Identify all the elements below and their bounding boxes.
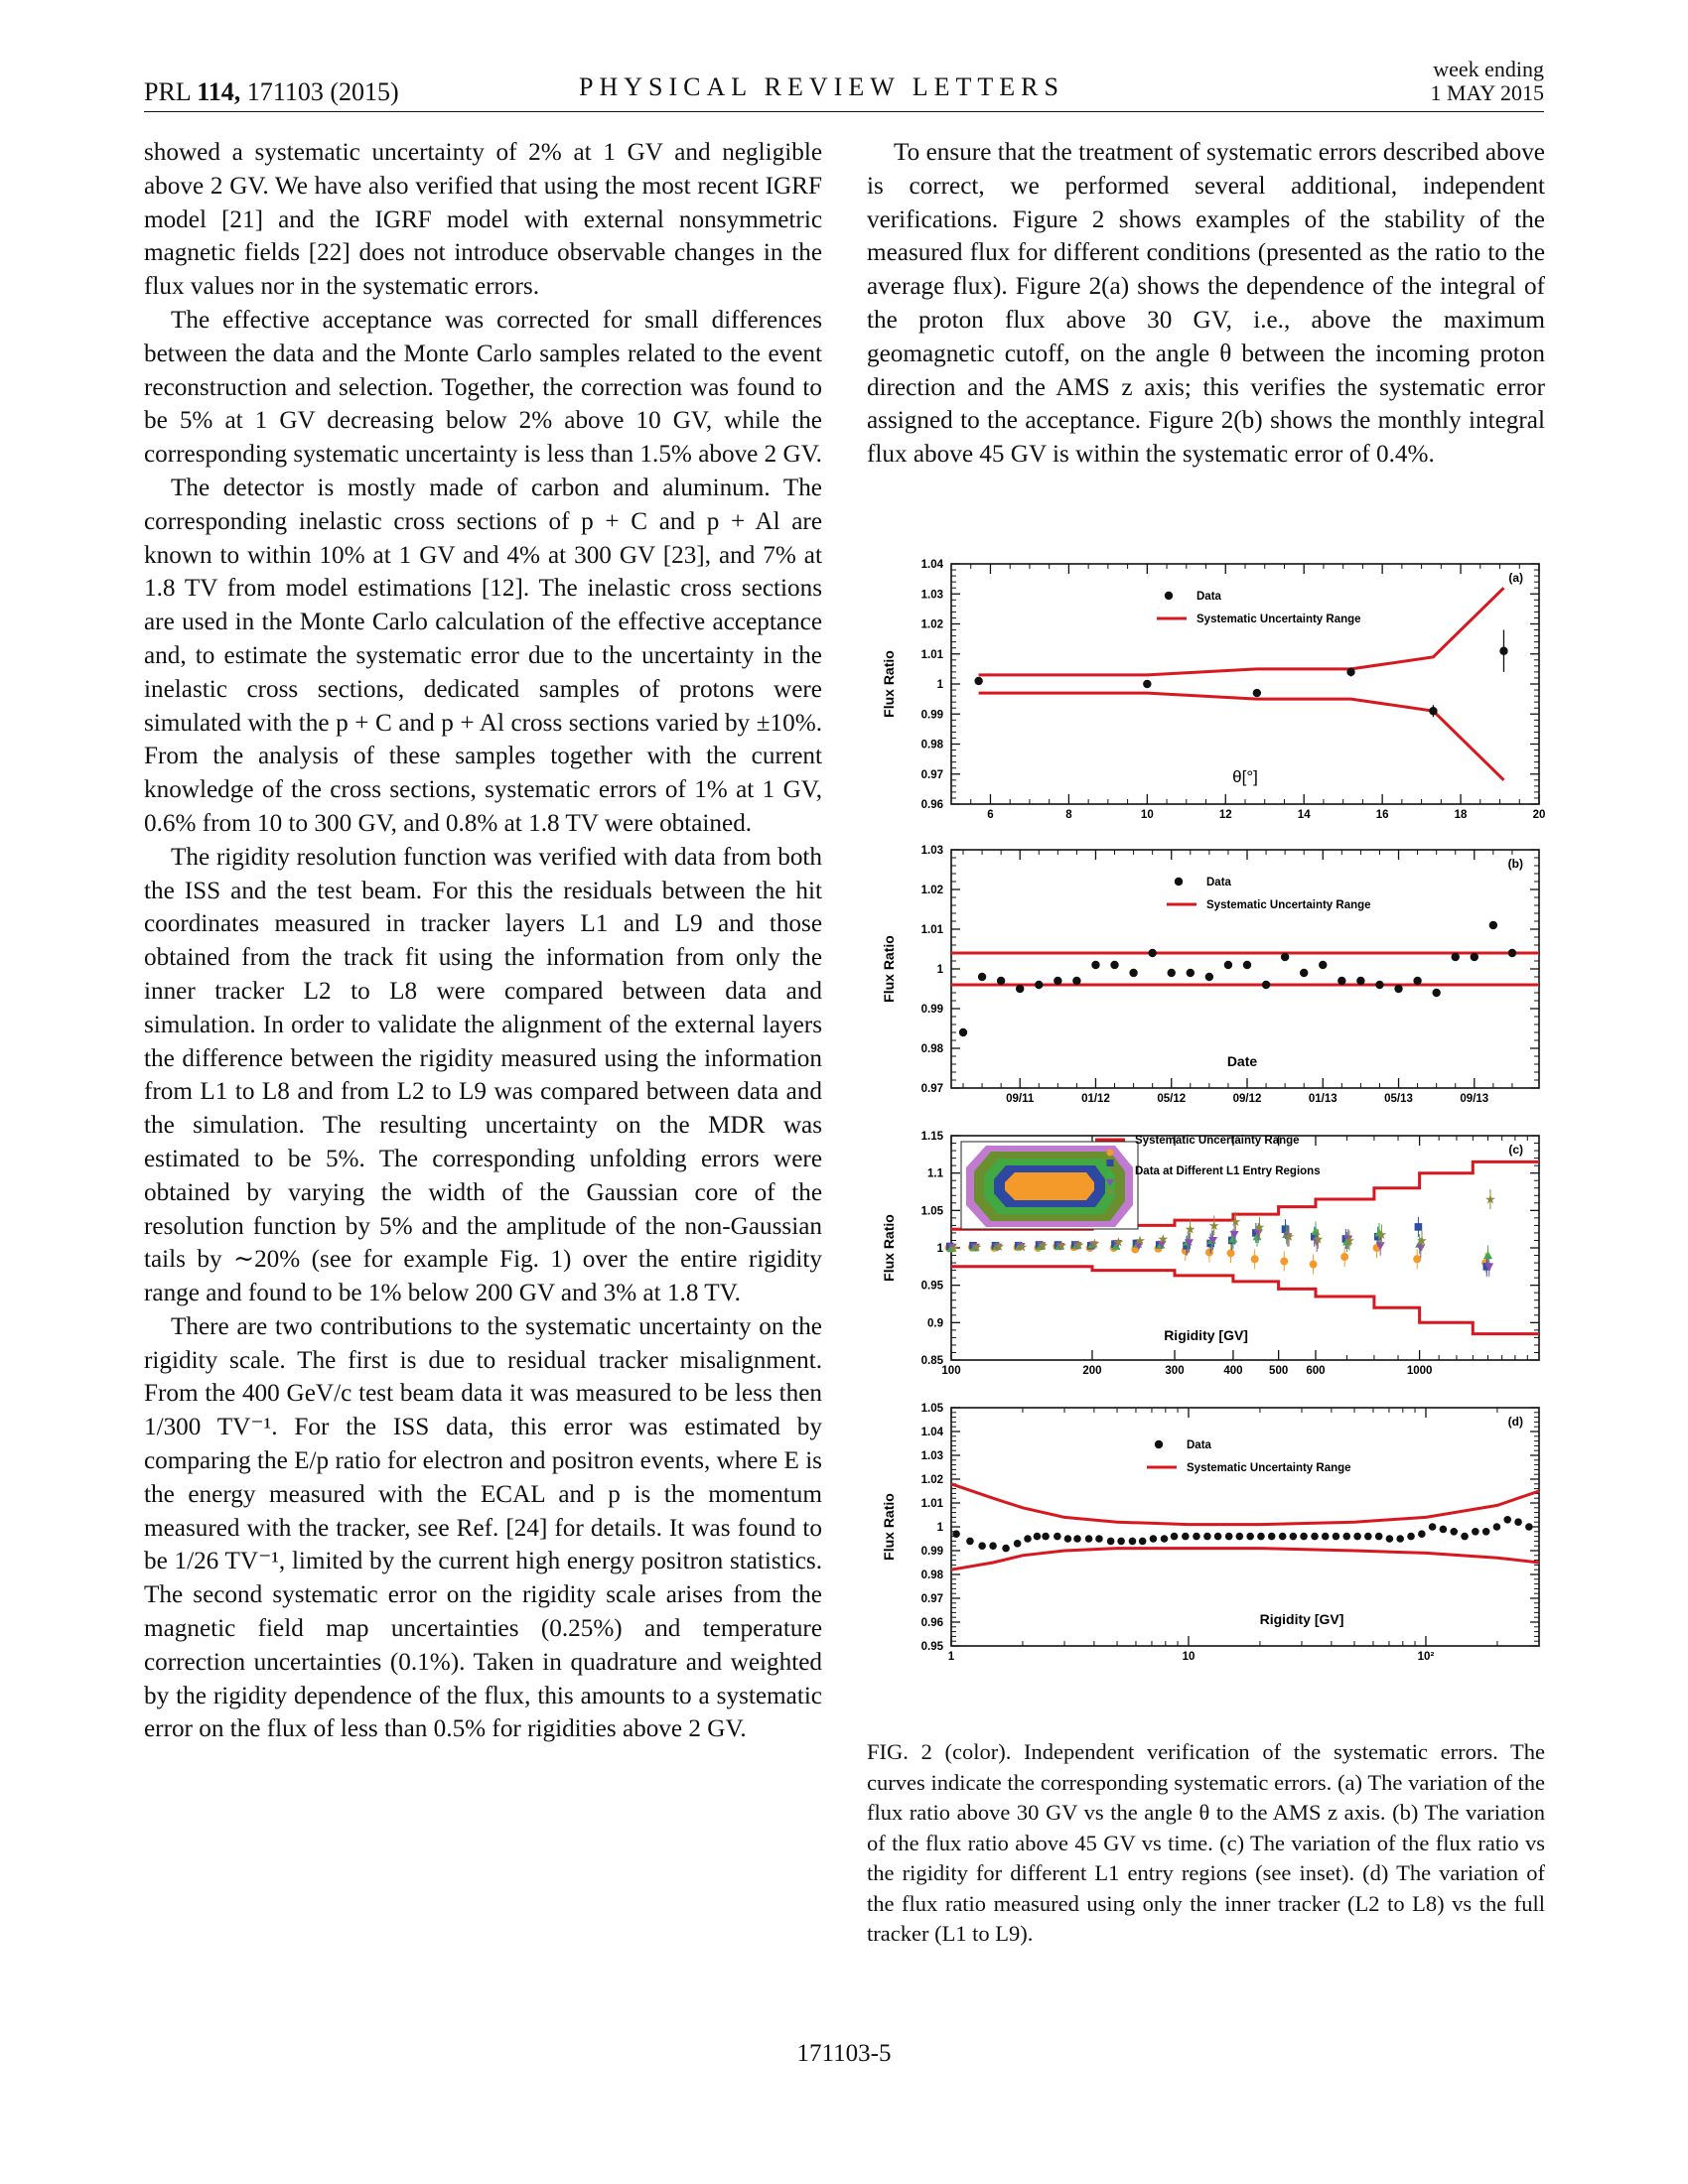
data-point [1224, 961, 1232, 969]
legend-data-label: Data [1196, 591, 1221, 603]
panel-label: (d) [1507, 1415, 1523, 1429]
data-point [1225, 1533, 1233, 1541]
band-upper-line [951, 1484, 1539, 1525]
data-point [1161, 1535, 1169, 1543]
data-point-olive-star: ★ [1037, 1238, 1049, 1254]
y-tick-label: 0.95 [920, 1280, 943, 1293]
y-tick-label: 1.01 [920, 648, 943, 661]
x-tick-label: 09/13 [1460, 1093, 1489, 1105]
data-point [1214, 1533, 1222, 1541]
data-point [1472, 1528, 1479, 1536]
y-tick-label: 0.97 [920, 1593, 943, 1605]
data-point [1035, 981, 1043, 989]
data-point [1236, 1533, 1244, 1541]
paragraph: The detector is mostly made of carbon and aluminum. The corresponding inelastic cross sections of p + C and p + Al are known to within 10% at 1 GV and 4% at 300 GV [23], and 7% at 1.8 TV from model estimations [12]. The inelastic cross sections are used in the Monte Carlo calculation of the effective acceptance and, to estimate the systematic error due to the uncertainty in the inelastic cross sections, dedicated samples of protons were simulated with the p + C and p + Al cross sections varied by ±10%. From the analysis of these samples together with the current knowledge of the cross sections, systematic errors of 1% at 1 GV, 0.6% from 10 to 300 GV, and 0.8% at 1.8 TV were obtained. [144, 474, 822, 837]
data-point [1290, 1533, 1298, 1541]
x-tick-label: 09/11 [1006, 1093, 1035, 1105]
panel-label: (c) [1508, 1143, 1523, 1157]
paragraph: The effective acceptance was corrected for small differences between the data and the Monte Carlo samples related to the event reconstruction and selection. Together, the correction was found to be 5% at 1 GV decreasing below 2% above 10 GV, while the corresponding systematic uncertainty is less than 1.5% above 2 GV. [144, 306, 822, 469]
data-point [1129, 969, 1137, 977]
data-point [1432, 989, 1440, 997]
data-point-olive-star: ★ [1253, 1219, 1266, 1235]
x-tick-label: 10² [1417, 1651, 1435, 1663]
data-point [1171, 1533, 1179, 1541]
data-point [1364, 1533, 1372, 1541]
y-tick-label: 1 [936, 679, 943, 691]
data-point [1148, 949, 1156, 957]
plot-frame [951, 850, 1539, 1088]
data-point [1503, 1516, 1511, 1524]
paragraph: showed a systematic uncertainty of 2% at 1 GV and negligible above 2 GV. We have also verified that using the most recent IGRF model [21] and the IGRF model with external nonsymmetric magnetic fields [22] does not introduce observable changes in the flux values nor in the systematic errors. [144, 139, 822, 301]
data-point [1489, 921, 1497, 929]
data-point-olive-star: ★ [947, 1240, 960, 1256]
data-point [1279, 1533, 1287, 1541]
data-point [1452, 953, 1460, 961]
y-tick-label: 0.9 [927, 1317, 943, 1330]
x-axis-label: θ[°] [1232, 767, 1258, 786]
x-tick-label: 01/12 [1081, 1093, 1110, 1105]
data-point [1054, 977, 1061, 985]
x-tick-label: 12 [1218, 809, 1232, 821]
header-rule [144, 111, 1544, 112]
y-tick-label: 1.03 [920, 589, 943, 602]
y-axis-label: Flux Ratio [881, 935, 897, 1003]
data-point [1016, 985, 1024, 993]
band-lower-line [951, 1549, 1539, 1570]
x-axis-label: Rigidity [GV] [1259, 1611, 1344, 1627]
y-axis-label: Flux Ratio [881, 650, 897, 718]
y-axis-label: Flux Ratio [881, 1493, 897, 1561]
data-point [1187, 969, 1195, 977]
paragraph: There are two contributions to the systematic uncertainty on the rigidity scale. The first is due to residual tracker misalignment. From the 400 GeV/c test beam data it was measured to be less then 1/300 TV⁻¹. For the ISS data, this error was estimated by comparing the E/p ratio for electron and positron events, where E is the energy measured with the ECAL and p is the momentum measured with the tracker, see Ref. [24] for details. It was found to be 1/26 TV⁻¹, limited by the current high energy positron statistics. The second systematic error on the rigidity scale arises from the magnetic field map uncertainties (0.25%) and temperature correction uncertainties (0.1%). Taken in quadrature and weighted by the rigidity dependence of the flux, this amounts to a systematic error on the flux of less than 0.5% for rigidities above 2 GV. [144, 1312, 822, 1743]
data-point [997, 977, 1005, 985]
left-column [144, 136, 822, 1746]
data-point-olive-star: ★ [1112, 1234, 1125, 1250]
data-point [1024, 1535, 1032, 1543]
y-tick-label: 0.96 [920, 1617, 943, 1629]
x-tick-label: 300 [1165, 1365, 1185, 1377]
figure-2-svg [859, 546, 1554, 1737]
y-axis-label: Flux Ratio [881, 1214, 897, 1282]
data-point [1168, 969, 1176, 977]
figure-caption: FIG. 2 (color). Independent verification of the systematic errors. The curves indicate the corresponding systematic errors. (a) The variation of the flux ratio above 30 GV vs the angle θ to the AMS z axis. (b) The variation of the flux ratio above 45 GV vs time. (c) The variation of the flux ratio vs the rigidity for different L1 entry regions (see inset). (d) The variation of the flux ratio measured using only the inner tracker (L2 to L8) vs the full tracker (L1 to L9). [867, 1739, 1545, 1946]
week-ending-label: week ending [1433, 57, 1544, 81]
data-point [1440, 1526, 1448, 1534]
data-point [1107, 1538, 1115, 1546]
y-tick-label: 1 [936, 964, 943, 976]
y-tick-label: 1.02 [920, 885, 943, 896]
data-point-olive-star: ★ [993, 1238, 1005, 1254]
data-point [974, 677, 982, 685]
data-point-blue-square [1415, 1223, 1423, 1231]
data-point-olive-star: ★ [1343, 1232, 1355, 1248]
data-point [1085, 1535, 1093, 1543]
x-axis-label: Rigidity [GV] [1164, 1327, 1248, 1343]
data-point [1002, 1545, 1010, 1553]
right-column [867, 136, 1545, 472]
x-tick-label: 500 [1269, 1365, 1289, 1377]
data-point [1514, 1518, 1522, 1526]
panel-label: (a) [1508, 571, 1523, 585]
data-point [1322, 1533, 1330, 1541]
legend-data-label: Data [1206, 877, 1231, 888]
data-point [1461, 1533, 1469, 1541]
legend-entry-regions-label: Data at Different L1 Entry Regions [1135, 1165, 1321, 1177]
journal-volume: 114, [197, 77, 241, 106]
data-point-olive-star: ★ [1055, 1238, 1067, 1254]
journal-name: PHYSICAL REVIEW LETTERS [579, 72, 1064, 101]
x-tick-label: 18 [1454, 809, 1468, 821]
data-point [1139, 1538, 1147, 1546]
y-tick-label: 1.1 [927, 1167, 943, 1180]
x-axis-label: Date [1226, 1053, 1258, 1069]
x-tick-label: 600 [1306, 1365, 1326, 1377]
data-point [1375, 1533, 1383, 1541]
y-tick-label: 0.97 [920, 1083, 943, 1095]
y-tick-label: 1.01 [920, 924, 943, 936]
x-tick-label: 6 [987, 809, 994, 821]
x-tick-label: 1000 [1406, 1365, 1433, 1377]
paragraph: To ensure that the treatment of systematic errors described above is correct, we performed several additional, independent verifications. Figure 2 shows examples of the stability of the measured flux for different conditions (presented as the ratio to the average flux). Figure 2(a) shows the dependence of the integral of the proton flux above 30 GV, i.e., above the maximum geomagnetic cutoff, on the angle θ between the incoming proton direction and the AMS z axis; this verifies the systematic error assigned to the acceptance. Figure 2(b) shows the monthly integral flux above 45 GV is within the systematic error of 0.4%. [867, 139, 1545, 469]
y-tick-label: 0.98 [920, 1043, 943, 1055]
band-upper-line [979, 588, 1504, 675]
x-tick-label: 14 [1297, 809, 1311, 821]
legend-band-label: Systematic Uncertainty Range [1135, 1135, 1300, 1147]
data-point [1095, 1535, 1103, 1543]
data-point [1262, 981, 1270, 989]
data-point [1064, 1535, 1072, 1543]
x-tick-label: 10 [1182, 1651, 1196, 1663]
x-tick-label: 100 [941, 1365, 961, 1377]
data-point [1117, 1538, 1125, 1546]
data-point [1508, 949, 1516, 957]
data-point [1356, 977, 1364, 985]
data-point [1054, 1533, 1061, 1541]
journal-prefix: PRL [144, 77, 198, 106]
x-tick-label: 05/13 [1384, 1093, 1413, 1105]
data-point-olive-star: ★ [1283, 1229, 1295, 1245]
data-point [1418, 1530, 1426, 1538]
data-point [1193, 1533, 1200, 1541]
x-tick-label: 1 [947, 1651, 955, 1663]
x-tick-label: 05/12 [1157, 1093, 1187, 1105]
data-point [1203, 1533, 1211, 1541]
data-point [1072, 977, 1080, 985]
y-tick-label: 1.02 [920, 618, 943, 631]
y-tick-label: 1.03 [920, 1450, 943, 1462]
data-point [1375, 981, 1383, 989]
data-point [1337, 977, 1345, 985]
data-point-orange-circle [1280, 1258, 1288, 1266]
data-point [1110, 961, 1118, 969]
data-point-olive-star: ★ [1134, 1232, 1146, 1248]
y-tick-label: 1.05 [920, 1403, 943, 1415]
x-tick-label: 09/12 [1232, 1093, 1262, 1105]
data-point [1253, 689, 1261, 697]
data-point [1525, 1523, 1533, 1531]
data-point [1257, 1533, 1265, 1541]
data-point [1300, 1533, 1308, 1541]
data-point [1394, 985, 1402, 993]
data-point [1034, 1533, 1042, 1541]
data-point [1281, 953, 1289, 961]
data-point-olive-star: ★ [1375, 1226, 1388, 1242]
data-point [1143, 680, 1151, 688]
article-and-year: 171103 (2015) [240, 77, 399, 106]
data-point-olive-star: ★ [970, 1239, 983, 1255]
data-point-olive-star: ★ [1184, 1221, 1196, 1237]
data-point-olive-star: ★ [1072, 1237, 1085, 1253]
data-point [1129, 1538, 1137, 1546]
data-point [1353, 1533, 1361, 1541]
data-point [1482, 1528, 1490, 1536]
y-tick-label: 1.15 [920, 1131, 943, 1143]
data-point [1471, 953, 1478, 961]
data-point-green-triangle [1483, 1251, 1492, 1259]
data-point [1450, 1528, 1458, 1536]
data-point [966, 1538, 974, 1546]
legend-data-marker [1155, 1440, 1163, 1448]
x-tick-label: 16 [1375, 809, 1389, 821]
legend-data-label: Data [1187, 1439, 1211, 1451]
data-point [1346, 668, 1354, 676]
data-point [1499, 647, 1507, 655]
inset-region-orange [1005, 1172, 1094, 1200]
data-point [1319, 961, 1327, 969]
legend-data-marker [1175, 878, 1183, 886]
data-point [952, 1530, 960, 1538]
panel-label: (b) [1507, 857, 1523, 871]
y-tick-label: 1.04 [920, 559, 943, 571]
data-point [1150, 1535, 1158, 1543]
data-point-orange-circle [1340, 1253, 1348, 1261]
data-point-olive-star: ★ [1229, 1214, 1242, 1230]
data-point [1311, 1533, 1319, 1541]
data-point [1091, 961, 1099, 969]
data-point [959, 1028, 967, 1036]
y-tick-label: 0.98 [920, 1570, 943, 1581]
y-tick-label: 0.97 [920, 768, 943, 781]
y-tick-label: 1.03 [920, 845, 943, 857]
issue-date-value: 1 MAY 2015 [1430, 80, 1544, 105]
y-tick-label: 0.99 [920, 1004, 943, 1016]
x-tick-label: 01/13 [1308, 1093, 1337, 1105]
data-point-olive-star: ★ [1088, 1235, 1101, 1251]
x-tick-label: 200 [1082, 1365, 1102, 1377]
data-point-olive-star: ★ [1312, 1231, 1325, 1247]
plot-frame [951, 1408, 1539, 1646]
issue-date [1430, 58, 1544, 105]
data-point [1407, 1533, 1415, 1541]
y-tick-label: 0.98 [920, 739, 943, 751]
x-tick-label: 20 [1532, 809, 1546, 821]
data-point-orange-circle [1413, 1255, 1421, 1263]
data-point [1268, 1533, 1276, 1541]
data-point-orange-circle [1251, 1255, 1259, 1263]
data-point [1300, 969, 1308, 977]
figure-2 [859, 546, 1554, 1737]
data-point [978, 973, 986, 981]
data-point-olive-star: ★ [1207, 1217, 1220, 1233]
data-point-olive-star: ★ [1157, 1231, 1170, 1247]
page-number: 171103-5 [796, 2040, 892, 2067]
data-point-olive-star: ★ [1416, 1232, 1428, 1248]
data-point [1396, 1535, 1404, 1543]
data-point [1042, 1533, 1050, 1541]
data-point [1243, 961, 1251, 969]
x-tick-label: 8 [1065, 809, 1072, 821]
data-point [1205, 973, 1213, 981]
data-point [1386, 1535, 1394, 1543]
y-tick-label: 0.85 [920, 1355, 943, 1367]
legend-data-marker [1165, 592, 1173, 600]
data-point-orange-circle [1227, 1249, 1235, 1257]
x-tick-label: 400 [1223, 1365, 1243, 1377]
y-tick-label: 0.99 [920, 1546, 943, 1558]
legend-olive-star: ★ [1105, 1186, 1115, 1198]
data-point [1429, 1523, 1437, 1531]
y-tick-label: 1.01 [920, 1498, 943, 1510]
data-point-olive-star: ★ [1484, 1191, 1496, 1207]
data-point [1413, 977, 1421, 985]
y-tick-label: 1 [936, 1522, 943, 1534]
legend-orange-circle [1107, 1150, 1114, 1157]
y-tick-label: 0.96 [920, 799, 943, 811]
y-tick-label: 1.02 [920, 1474, 943, 1486]
data-point [1333, 1533, 1340, 1541]
legend-band-label: Systematic Uncertainty Range [1196, 614, 1361, 625]
paragraph: The rigidity resolution function was verified with data from both the ISS and the test beam. For this the residuals between the hit coordinates measured in tracker layers L1 and L9 and those obtained from the track fit using the information from only the inner tracker L2 to L8 were compared between data and simulation. In order to validate the alignment of the external layers the difference between the rigidity measured using the information from L1 to L8 and from L2 to L9 was compared between data and the simulation. The resulting uncertainty on the MDR was estimated to be 5%. The corresponding unfolding errors were obtained by varying the width of the Gaussian core of the resolution function by 5% and the amplitude of the non-Gaussian tails by ∼20% (see for example Fig. 1) over the entire rigidity range and found to be 1% below 200 GV and 3% at 1.8 TV. [144, 843, 822, 1307]
y-tick-label: 1.04 [920, 1427, 943, 1438]
x-tick-label: 10 [1140, 809, 1154, 821]
y-tick-label: 0.95 [920, 1641, 943, 1653]
journal-citation [144, 77, 399, 107]
y-tick-label: 0.99 [920, 709, 943, 722]
legend-band-label: Systematic Uncertainty Range [1187, 1462, 1351, 1474]
legend-band-label: Systematic Uncertainty Range [1206, 899, 1371, 911]
data-point-orange-circle [1310, 1261, 1318, 1269]
data-point-olive-star: ★ [1016, 1239, 1029, 1255]
legend-blue-square [1107, 1160, 1114, 1166]
data-point [1429, 707, 1437, 715]
y-tick-label: 1.05 [920, 1205, 943, 1218]
data-point [978, 1542, 986, 1550]
data-point [1246, 1533, 1254, 1541]
data-point [989, 1542, 997, 1550]
data-point [1014, 1540, 1022, 1548]
data-point [1073, 1535, 1081, 1543]
y-tick-label: 1 [936, 1243, 943, 1255]
data-point [1182, 1533, 1190, 1541]
band-lower-line [951, 1267, 1539, 1334]
data-point [1342, 1533, 1350, 1541]
data-point [1493, 1523, 1501, 1531]
